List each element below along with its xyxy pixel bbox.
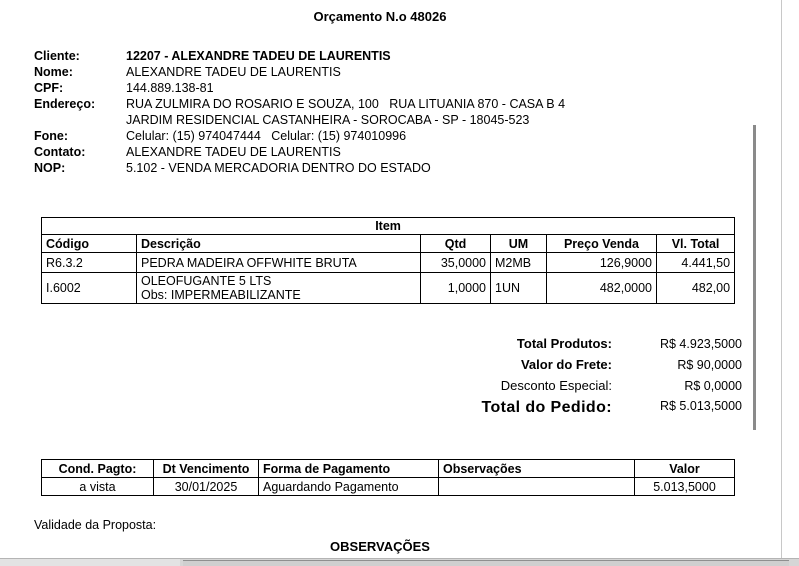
customer-row-endereco <box>34 96 734 112</box>
value-cliente-code: 12207 <box>126 49 161 63</box>
items-table <box>41 217 735 304</box>
item-descricao <box>137 253 421 273</box>
value-endereco-line2: JARDIM RESIDENCIAL CASTANHEIRA - SOROCABA - SP - 18045-523 <box>126 113 530 127</box>
item-preco: 482,0000 <box>547 273 657 304</box>
total-row-desconto <box>430 378 742 399</box>
value-contato: ALEXANDRE TADEU DE LAURENTIS <box>126 145 341 159</box>
item-total: 482,00 <box>657 273 735 304</box>
observacoes-heading: OBSERVAÇÕES <box>330 539 430 554</box>
payment-header-observacoes: Observações <box>439 460 635 478</box>
item-qtd: 35,0000 <box>421 253 491 273</box>
total-label-desconto: Desconto Especial: <box>500 378 612 393</box>
item-um: M2MB <box>491 253 547 273</box>
item-descricao <box>137 273 421 304</box>
payment-cond: a vista <box>42 478 154 496</box>
label-nop: NOP: <box>34 161 66 175</box>
items-table-caption: Item <box>42 218 735 235</box>
label-contato: Contato: <box>34 145 86 159</box>
value-nome: ALEXANDRE TADEU DE LAURENTIS <box>126 65 341 79</box>
total-value-desconto: R$ 0,0000 <box>684 379 742 393</box>
vertical-scrollbar-thumb[interactable] <box>753 125 756 430</box>
customer-row-fone <box>34 128 734 144</box>
item-qtd: 1,0000 <box>421 273 491 304</box>
item-codigo: R6.3.2 <box>42 253 137 273</box>
value-cliente-name: - ALEXANDRE TADEU DE LAURENTIS <box>160 49 391 63</box>
items-table-caption-row <box>42 218 735 235</box>
page-title: Orçamento N.o 48026 <box>313 9 447 24</box>
total-value-frete: R$ 90,0000 <box>677 358 742 372</box>
customer-row-cpf <box>34 80 734 96</box>
items-header-qtd: Qtd <box>421 235 491 253</box>
label-cliente: Cliente: <box>34 49 80 63</box>
items-header-codigo: Código <box>42 235 137 253</box>
items-header-um: UM <box>491 235 547 253</box>
vertical-scrollbar[interactable] <box>748 0 764 558</box>
customer-row-nome <box>34 64 734 80</box>
total-row-produtos <box>430 336 742 357</box>
label-endereco: Endereço: <box>34 97 96 111</box>
bottom-status-strip <box>0 558 799 566</box>
payment-vencimento: 30/01/2025 <box>154 478 259 496</box>
item-um: 1UN <box>491 273 547 304</box>
total-row-pedido <box>430 399 742 423</box>
item-descricao-text: OLEOFUGANTE 5 LTS <box>141 274 272 288</box>
label-fone: Fone: <box>34 129 69 143</box>
value-endereco: RUA ZULMIRA DO ROSARIO E SOUZA, 100 RUA LITUANIA 870 - CASA B 4 <box>126 97 566 111</box>
total-value-pedido: R$ 5.013,5000 <box>659 399 742 413</box>
items-table-header-row <box>42 235 735 253</box>
payment-header-vencimento: Dt Vencimento <box>154 460 259 478</box>
payment-header-cond: Cond. Pagto: <box>42 460 154 478</box>
label-cpf: CPF: <box>34 81 64 95</box>
bottom-strip-right-segment <box>183 560 789 566</box>
customer-row-nop <box>34 160 734 176</box>
customer-row-contato <box>34 144 734 160</box>
bottom-strip-left-segment <box>0 559 180 566</box>
item-descricao-obs: Obs: IMPERMEABILIZANTE <box>141 288 301 302</box>
table-row <box>42 478 735 496</box>
label-nome: Nome: <box>34 65 73 79</box>
total-label-produtos: Total Produtos: <box>516 336 612 351</box>
item-total: 4.441,50 <box>657 253 735 273</box>
customer-info-block <box>34 48 734 176</box>
validade-proposta-label: Validade da Proposta: <box>34 518 157 532</box>
value-cliente <box>126 48 391 64</box>
value-nop: 5.102 - VENDA MERCADORIA DENTRO DO ESTADO <box>126 161 431 175</box>
items-header-preco: Preço Venda <box>547 235 657 253</box>
payment-valor: 5.013,5000 <box>635 478 735 496</box>
total-label-pedido: Total do Pedido: <box>481 399 612 416</box>
customer-row-cliente <box>34 48 734 64</box>
total-value-produtos: R$ 4.923,5000 <box>659 337 742 351</box>
item-preco: 126,9000 <box>547 253 657 273</box>
total-label-frete: Valor do Frete: <box>520 357 612 372</box>
total-row-frete <box>430 357 742 378</box>
value-cpf: 144.889.138-81 <box>126 81 214 95</box>
items-header-total: Vl. Total <box>657 235 735 253</box>
item-codigo: I.6002 <box>42 273 137 304</box>
payment-table <box>41 459 735 496</box>
payment-table-header-row <box>42 460 735 478</box>
item-descricao-text: PEDRA MADEIRA OFFWHITE BRUTA <box>141 255 357 270</box>
payment-forma: Aguardando Pagamento <box>259 478 439 496</box>
value-fone: Celular: (15) 974047444 Celular: (15) 974010996 <box>126 129 407 143</box>
table-row <box>42 253 735 273</box>
payment-observacoes <box>439 478 635 496</box>
payment-header-forma: Forma de Pagamento <box>259 460 439 478</box>
items-header-descricao: Descrição <box>137 235 421 253</box>
table-row <box>42 273 735 304</box>
payment-header-valor: Valor <box>635 460 735 478</box>
totals-block <box>430 336 742 423</box>
